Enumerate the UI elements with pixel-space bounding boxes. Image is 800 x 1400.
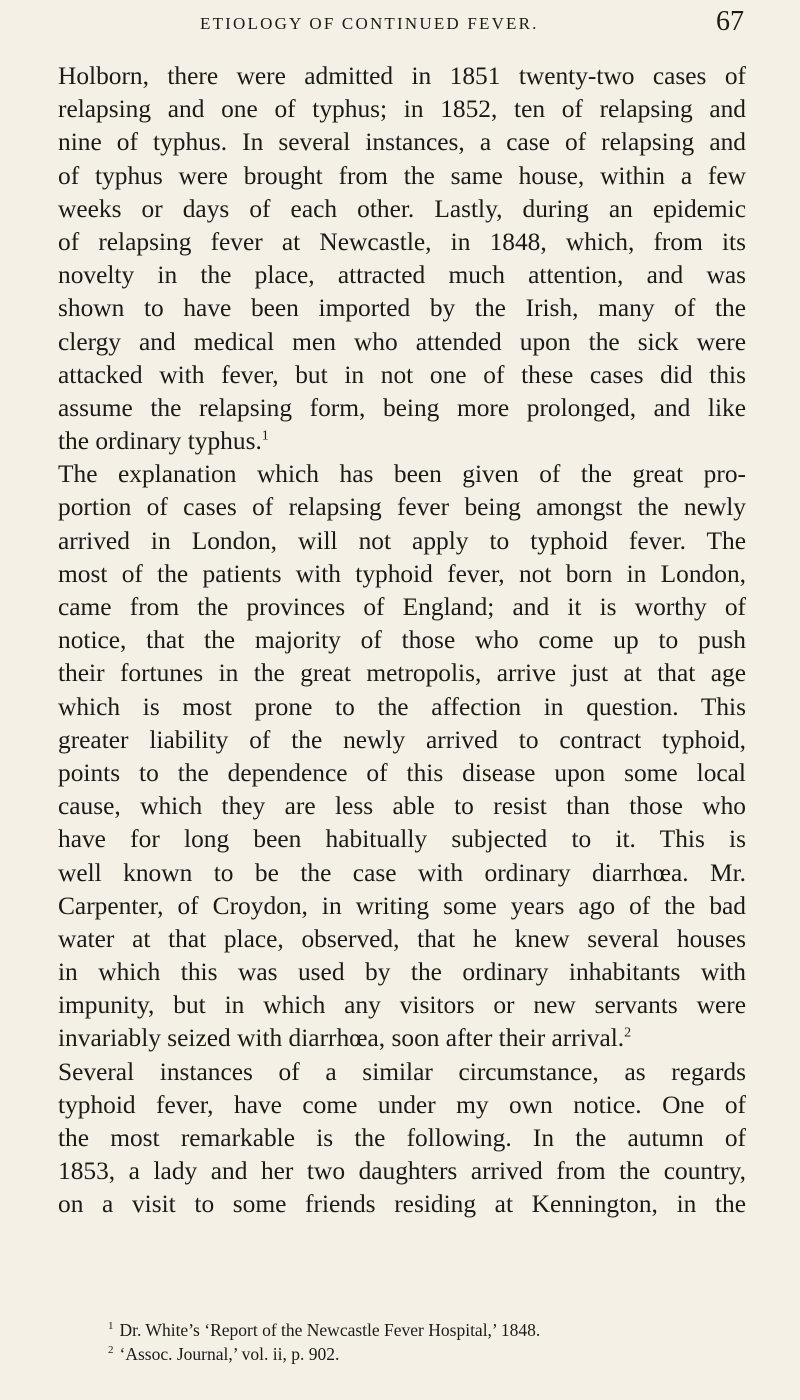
text-line: in which this was used by the ordinary inhabitants with	[58, 958, 746, 987]
text-line: on a visit to some friends residing at Kennington, in the	[58, 1190, 746, 1219]
text-line: notice, that the majority of those who come up to push	[58, 626, 746, 655]
text-line: nine of typhus. In several instances, a case of relapsing and	[58, 128, 746, 157]
text-line: Several instances of a similar circumstance, as regards	[58, 1057, 746, 1086]
text-line-content: the ordinary typhus.	[58, 427, 262, 456]
footnote-1	[108, 1318, 748, 1342]
text-line: novelty in the place, attracted much attention, and was	[58, 261, 746, 290]
text-line	[58, 1022, 746, 1055]
text-line: attacked with fever, but in not one of these cases did this	[58, 360, 746, 389]
text-line: cause, which they are less able to resist than those who	[58, 792, 746, 821]
text-line: typhoid fever, have come under my own notice. One of	[58, 1090, 746, 1119]
text-line: have for long been habitually subjected to it. This is	[58, 825, 746, 854]
footnote-text: ‘Assoc. Journal,’ vol. ii, p. 902.	[119, 1344, 340, 1364]
text-line: impunity, but in which any visitors or new servants were	[58, 991, 746, 1020]
running-head	[60, 6, 744, 46]
text-line: portion of cases of relapsing fever being amongst the newly	[58, 493, 746, 522]
text-line: of relapsing fever at Newcastle, in 1848, which, from its	[58, 227, 746, 256]
text-line: 1853, a lady and her two daughters arrived from the country,	[58, 1157, 746, 1186]
text-line	[58, 425, 746, 458]
text-line: which is most prone to the affection in question. This	[58, 692, 746, 721]
footnote-2	[108, 1342, 748, 1366]
text-line: The explanation which has been given of the great pro-	[58, 460, 746, 489]
page-number: 67	[716, 6, 744, 37]
text-line: shown to have been imported by the Irish, many of the	[58, 294, 746, 323]
text-line: Holborn, there were admitted in 1851 twenty-two cases of	[58, 62, 746, 90]
footnote-text: Dr. White’s ‘Report of the Newcastle Fever Hospital,’ 1848.	[119, 1320, 541, 1340]
text-line: relapsing and one of typhus; in 1852, ten of relapsing and	[58, 95, 746, 124]
text-line: of typhus were brought from the same house, within a few	[58, 161, 746, 190]
text-line: water at that place, observed, that he knew several houses	[58, 924, 746, 953]
footnotes	[108, 1318, 748, 1366]
text-line: clergy and medical men who attended upon the sick were	[58, 327, 746, 356]
text-line: weeks or days of each other. Lastly, during an epidemic	[58, 194, 746, 223]
footnote-ref-2[interactable]: 2	[624, 1025, 632, 1041]
text-line: assume the relapsing form, being more prolonged, and like	[58, 393, 746, 422]
text-line: the most remarkable is the following. In the autumn of	[58, 1124, 746, 1152]
text-line: greater liability of the newly arrived to contract typhoid,	[58, 725, 746, 754]
text-line: well known to be the case with ordinary diarrhœa. Mr.	[58, 858, 746, 887]
body-text	[58, 60, 746, 1222]
text-line: most of the patients with typhoid fever, not born in London,	[58, 559, 746, 588]
running-title: ETIOLOGY OF CONTINUED FEVER.	[200, 14, 539, 33]
text-line: points to the dependence of this disease upon some local	[58, 758, 746, 787]
footnote-mark: 1	[108, 1320, 114, 1333]
text-line: came from the provinces of England; and it is worthy of	[58, 593, 746, 621]
text-line: their fortunes in the great metropolis, arrive just at that age	[58, 659, 746, 688]
footnote-ref-1[interactable]: 1	[261, 428, 269, 444]
text-line: Carpenter, of Croydon, in writing some years ago of the bad	[58, 891, 746, 920]
text-line: arrived in London, will not apply to typhoid fever. The	[58, 526, 746, 555]
text-line-content: invariably seized with diarrhœa, soon after their arrival.	[58, 1024, 625, 1053]
footnote-mark: 2	[108, 1344, 114, 1357]
